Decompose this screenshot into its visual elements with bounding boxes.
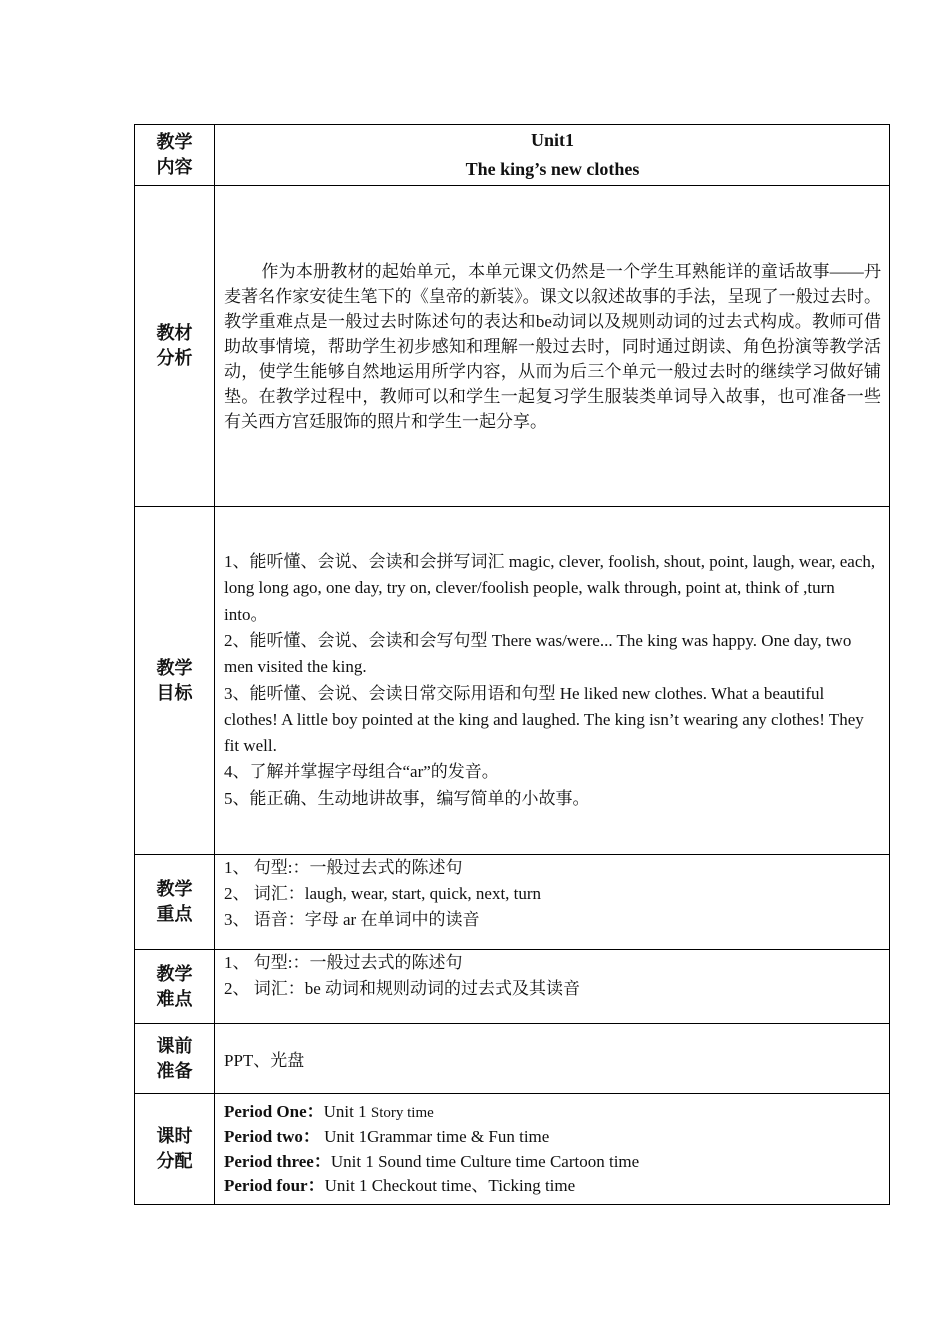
key-point-item: 2、 词汇：laugh, wear, start, quick, next, turn bbox=[224, 884, 542, 903]
label-line-1: 教学 bbox=[156, 879, 193, 899]
periods-list bbox=[224, 1100, 881, 1199]
period-name: Period One： bbox=[224, 1101, 324, 1121]
period-prefix: Unit 1 bbox=[319, 1127, 368, 1146]
prep-label bbox=[135, 1024, 215, 1094]
analysis-cell bbox=[215, 186, 890, 507]
period-item bbox=[224, 1174, 881, 1199]
content-cell bbox=[215, 125, 890, 186]
difficulty-item: 2、 词汇：be 动词和规则动词的过去式及其读音 bbox=[224, 979, 581, 998]
period-content: Unit 1 Checkout time、Ticking time bbox=[324, 1176, 576, 1195]
label-line-1: 课时 bbox=[156, 1126, 193, 1146]
periods-row bbox=[135, 1094, 890, 1205]
goal-item: 4、了解并掌握字母组合“ar”的发音。 bbox=[224, 762, 499, 782]
key-points-list bbox=[224, 855, 881, 933]
label-line-2: 分析 bbox=[156, 348, 193, 368]
key-points-cell bbox=[215, 855, 890, 950]
label-line-1: 课前 bbox=[156, 1035, 193, 1056]
difficulties-label bbox=[135, 950, 215, 1024]
goals-row bbox=[135, 507, 890, 855]
key-points-label bbox=[135, 855, 215, 950]
period-item bbox=[224, 1125, 881, 1150]
difficulties-cell bbox=[215, 950, 890, 1024]
label-line-1: 教学 bbox=[156, 657, 193, 678]
period-name: Period three： bbox=[224, 1151, 331, 1171]
prep-row bbox=[135, 1024, 890, 1094]
analysis-row bbox=[135, 186, 890, 507]
key-point-item: 3、 语音：字母 ar 在单词中的读音 bbox=[224, 910, 480, 929]
content-label bbox=[135, 125, 215, 186]
unit-number: Unit1 bbox=[530, 130, 574, 150]
label-line-2: 重点 bbox=[156, 904, 193, 924]
label-line-2: 分配 bbox=[156, 1151, 193, 1171]
period-content: Story time bbox=[370, 1104, 434, 1121]
period-item bbox=[224, 1150, 881, 1175]
label-line-2: 难点 bbox=[156, 988, 193, 1009]
analysis-label bbox=[135, 186, 215, 507]
goals-cell bbox=[215, 507, 890, 855]
label-line-2: 准备 bbox=[156, 1060, 193, 1081]
label-line-1: 教材 bbox=[156, 323, 193, 343]
goal-item: 5、能正确、生动地讲故事，编写简单的小故事。 bbox=[224, 788, 590, 808]
period-content: Grammar time & Fun time bbox=[367, 1127, 550, 1146]
goal-item: 2、能听懂、会说、会读和会写句型 There was/were... The king was happy. One day, two men visited the king. bbox=[224, 630, 852, 677]
analysis-text: 作为本册教材的起始单元，本单元课文仍然是一个学生耳熟能详的童话故事——丹麦著名作家安徒生笔下的《皇帝的新装》。课文以叙述故事的手法，呈现了一般过去时。教学重难点是一般过去时陈述句的表达和be动词以及规则动词的过去式构成。教师可借助故事情境，帮助学生初步感知和理解一般过去时，同时通过朗读、角色扮演等教学活动，使学生能够自然地运用所学内容，从而为后三个单元一般过去时的继续学习做好铺垫。在教学过程中，教师可以和学生一起复习学生服装类单词导入故事，也可准备一些有关西方宫廷服饰的照片和学生一起分享。 bbox=[224, 261, 881, 431]
difficulties-row bbox=[135, 950, 890, 1024]
goals-label bbox=[135, 507, 215, 855]
unit-title: The king’s new clothes bbox=[465, 159, 640, 179]
prep-cell bbox=[215, 1024, 890, 1094]
period-prefix: Unit 1 bbox=[323, 1101, 371, 1121]
content-row bbox=[135, 125, 890, 186]
unit-title-block bbox=[224, 126, 881, 184]
difficulties-list bbox=[224, 950, 881, 1002]
period-item bbox=[224, 1100, 881, 1126]
period-content: Unit 1 Sound time Culture time Cartoon time bbox=[330, 1151, 640, 1171]
key-points-row bbox=[135, 855, 890, 950]
label-line-1: 教学 bbox=[156, 963, 193, 984]
period-name: Period two： bbox=[224, 1127, 320, 1146]
key-point-item: 1、 句型:：一般过去式的陈述句 bbox=[224, 858, 463, 877]
label-line-2: 目标 bbox=[156, 682, 193, 703]
period-name: Period four： bbox=[224, 1176, 325, 1195]
label-line-2: 内容 bbox=[156, 157, 193, 177]
goal-item: 3、能听懂、会说、会读日常交际用语和句型 He liked new clothes. What a beautiful clothes! A little boy pointed at the king and laughed. The king isn’t wearing any clothes! They fit well. bbox=[224, 683, 864, 756]
goal-item: 1、能听懂、会说、会读和会拼写词汇 magic, clever, foolish, shout, point, laugh, wear, each, long long ago, one day, try on, clever/foolish people, walk through, point at, think of ,turn into。 bbox=[224, 552, 876, 624]
goals-list bbox=[224, 549, 881, 812]
prep-text: PPT、光盘 bbox=[224, 1051, 305, 1070]
difficulty-item: 1、 句型:：一般过去式的陈述句 bbox=[224, 953, 463, 972]
periods-label bbox=[135, 1094, 215, 1205]
label-line-1: 教学 bbox=[156, 132, 193, 152]
lesson-plan-table bbox=[134, 124, 890, 1205]
periods-cell bbox=[215, 1094, 890, 1205]
